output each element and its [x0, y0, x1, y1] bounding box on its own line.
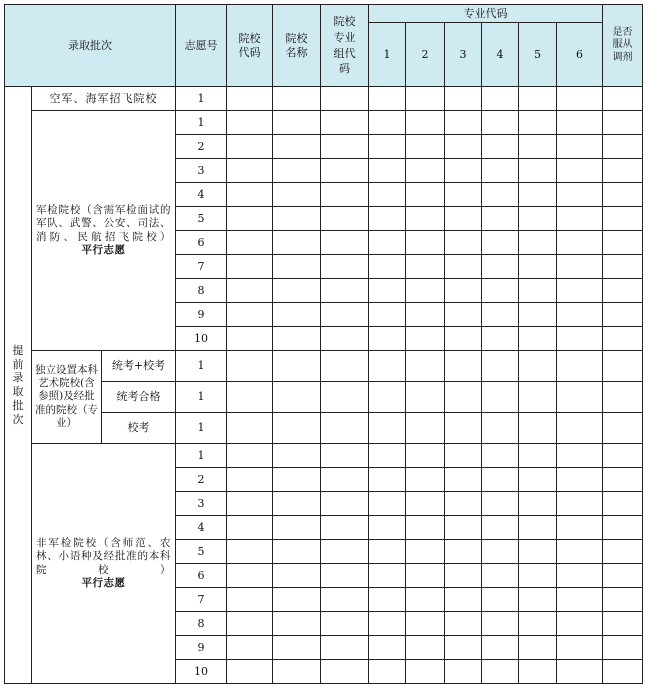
entry-cell[interactable] — [321, 303, 369, 327]
entry-cell[interactable] — [273, 540, 321, 564]
choice-number: 10 — [176, 327, 227, 351]
entry-cell[interactable] — [603, 183, 643, 207]
entry-cell[interactable] — [445, 207, 482, 231]
entry-cell[interactable] — [603, 255, 643, 279]
entry-cell[interactable] — [273, 183, 321, 207]
entry-cell[interactable] — [406, 159, 445, 183]
entry-cell[interactable] — [227, 468, 273, 492]
entry-cell[interactable] — [273, 351, 321, 382]
entry-cell[interactable] — [406, 351, 445, 382]
entry-cell[interactable] — [445, 382, 482, 413]
entry-cell[interactable] — [369, 382, 406, 413]
entry-cell[interactable] — [227, 564, 273, 588]
entry-cell[interactable] — [557, 660, 603, 684]
entry-cell[interactable] — [557, 351, 603, 382]
choice-number: 3 — [176, 159, 227, 183]
entry-cell[interactable] — [227, 111, 273, 135]
entry-cell[interactable] — [273, 255, 321, 279]
entry-cell[interactable] — [557, 468, 603, 492]
entry-cell[interactable] — [603, 279, 643, 303]
entry-cell[interactable] — [519, 111, 557, 135]
header-choice-no: 志愿号 — [176, 5, 227, 87]
entry-cell[interactable] — [519, 303, 557, 327]
entry-cell[interactable] — [557, 207, 603, 231]
entry-cell[interactable] — [557, 588, 603, 612]
entry-cell[interactable] — [482, 540, 519, 564]
entry-cell[interactable] — [227, 588, 273, 612]
entry-cell[interactable] — [406, 564, 445, 588]
entry-cell[interactable] — [321, 612, 369, 636]
entry-cell[interactable] — [519, 231, 557, 255]
entry-cell[interactable] — [273, 444, 321, 468]
batch-vertical-label: 提 前 录 取 批 次 — [5, 87, 32, 684]
entry-cell[interactable] — [519, 135, 557, 159]
entry-cell[interactable] — [369, 636, 406, 660]
entry-cell[interactable] — [519, 255, 557, 279]
entry-cell[interactable] — [273, 660, 321, 684]
entry-cell[interactable] — [227, 207, 273, 231]
choice-number: 5 — [176, 207, 227, 231]
entry-cell[interactable] — [557, 279, 603, 303]
entry-cell[interactable] — [227, 351, 273, 382]
entry-cell[interactable] — [482, 382, 519, 413]
entry-cell[interactable] — [445, 255, 482, 279]
entry-cell[interactable] — [445, 303, 482, 327]
entry-cell[interactable] — [519, 207, 557, 231]
entry-cell[interactable] — [273, 588, 321, 612]
entry-cell[interactable] — [321, 540, 369, 564]
entry-cell[interactable] — [369, 135, 406, 159]
entry-cell[interactable] — [519, 382, 557, 413]
entry-cell[interactable] — [482, 413, 519, 444]
entry-cell[interactable] — [519, 183, 557, 207]
entry-cell[interactable] — [406, 413, 445, 444]
entry-cell[interactable] — [519, 87, 557, 111]
entry-cell[interactable] — [227, 413, 273, 444]
entry-cell[interactable] — [321, 183, 369, 207]
art-subtype: 统考+校考 — [102, 351, 176, 382]
choice-number: 10 — [176, 660, 227, 684]
entry-cell[interactable] — [273, 279, 321, 303]
header-major-codes: 专业代码 — [369, 5, 603, 23]
entry-cell[interactable] — [321, 564, 369, 588]
entry-cell[interactable] — [603, 303, 643, 327]
nonmilitary-block-label — [32, 444, 176, 684]
entry-cell[interactable] — [227, 159, 273, 183]
entry-cell[interactable] — [321, 207, 369, 231]
entry-cell[interactable] — [369, 159, 406, 183]
entry-cell[interactable] — [406, 279, 445, 303]
entry-cell[interactable] — [227, 612, 273, 636]
entry-cell[interactable] — [406, 588, 445, 612]
entry-cell[interactable] — [603, 540, 643, 564]
entry-cell[interactable] — [369, 588, 406, 612]
entry-cell[interactable] — [369, 327, 406, 351]
choice-number: 1 — [176, 413, 227, 444]
entry-cell[interactable] — [227, 516, 273, 540]
entry-cell[interactable] — [482, 588, 519, 612]
military-label: 军检院校（含需军检面试的军队、武警、公安、司法、消防、民航招飞院校） — [36, 204, 171, 243]
entry-cell[interactable] — [603, 612, 643, 636]
choice-number: 8 — [176, 279, 227, 303]
choice-number: 1 — [176, 444, 227, 468]
entry-cell[interactable] — [482, 327, 519, 351]
header-major-col: 6 — [557, 23, 603, 87]
entry-cell[interactable] — [369, 87, 406, 111]
entry-cell[interactable] — [603, 492, 643, 516]
entry-cell[interactable] — [369, 279, 406, 303]
entry-cell[interactable] — [519, 588, 557, 612]
choice-number: 2 — [176, 135, 227, 159]
table-row — [5, 351, 643, 382]
table-row — [5, 111, 643, 135]
entry-cell[interactable] — [482, 516, 519, 540]
entry-cell[interactable] — [519, 468, 557, 492]
entry-cell[interactable] — [445, 516, 482, 540]
entry-cell[interactable] — [603, 636, 643, 660]
entry-cell[interactable] — [445, 351, 482, 382]
entry-cell[interactable] — [273, 303, 321, 327]
entry-cell[interactable] — [445, 231, 482, 255]
entry-cell[interactable] — [369, 516, 406, 540]
entry-cell[interactable] — [273, 492, 321, 516]
entry-cell[interactable] — [273, 413, 321, 444]
entry-cell[interactable] — [519, 636, 557, 660]
entry-cell[interactable] — [603, 111, 643, 135]
entry-cell[interactable] — [369, 207, 406, 231]
entry-cell[interactable] — [482, 303, 519, 327]
entry-cell[interactable] — [482, 279, 519, 303]
header-school-code: 院校 代码 — [227, 5, 273, 87]
entry-cell[interactable] — [603, 231, 643, 255]
entry-cell[interactable] — [321, 255, 369, 279]
entry-cell[interactable] — [406, 87, 445, 111]
entry-cell[interactable] — [519, 413, 557, 444]
entry-cell[interactable] — [369, 255, 406, 279]
entry-cell[interactable] — [445, 612, 482, 636]
entry-cell[interactable] — [603, 588, 643, 612]
table-row — [5, 444, 643, 468]
entry-cell[interactable] — [519, 612, 557, 636]
entry-cell[interactable] — [227, 303, 273, 327]
entry-cell[interactable] — [227, 87, 273, 111]
entry-cell[interactable] — [482, 255, 519, 279]
entry-cell[interactable] — [321, 231, 369, 255]
entry-cell[interactable] — [406, 636, 445, 660]
entry-cell[interactable] — [603, 87, 643, 111]
choice-number: 2 — [176, 468, 227, 492]
entry-cell[interactable] — [406, 255, 445, 279]
art-subtype: 统考合格 — [102, 382, 176, 413]
entry-cell[interactable] — [603, 516, 643, 540]
entry-cell[interactable] — [557, 303, 603, 327]
entry-cell[interactable] — [482, 111, 519, 135]
entry-cell[interactable] — [557, 516, 603, 540]
entry-cell[interactable] — [273, 135, 321, 159]
entry-cell[interactable] — [227, 636, 273, 660]
entry-cell[interactable] — [227, 540, 273, 564]
entry-cell[interactable] — [227, 279, 273, 303]
choice-number: 1 — [176, 351, 227, 382]
entry-cell[interactable] — [227, 492, 273, 516]
entry-cell[interactable] — [445, 492, 482, 516]
choice-number: 1 — [176, 111, 227, 135]
entry-cell[interactable] — [603, 327, 643, 351]
entry-cell[interactable] — [519, 351, 557, 382]
entry-cell[interactable] — [273, 327, 321, 351]
entry-cell[interactable] — [369, 231, 406, 255]
entry-cell[interactable] — [519, 492, 557, 516]
entry-cell[interactable] — [482, 636, 519, 660]
entry-cell[interactable] — [482, 564, 519, 588]
entry-cell[interactable] — [273, 159, 321, 183]
choice-number: 6 — [176, 564, 227, 588]
choice-number: 7 — [176, 255, 227, 279]
entry-cell[interactable] — [321, 382, 369, 413]
entry-cell[interactable] — [445, 564, 482, 588]
entry-cell[interactable] — [557, 159, 603, 183]
entry-cell[interactable] — [603, 351, 643, 382]
nonmilitary-label: 非军检院校（含师范、农林、小语种及经批准的本科院校） — [36, 537, 171, 576]
entry-cell[interactable] — [369, 111, 406, 135]
entry-cell[interactable] — [406, 135, 445, 159]
entry-cell[interactable] — [482, 183, 519, 207]
entry-cell[interactable] — [445, 660, 482, 684]
entry-cell[interactable] — [369, 492, 406, 516]
entry-cell[interactable] — [445, 111, 482, 135]
entry-cell[interactable] — [273, 612, 321, 636]
entry-cell[interactable] — [321, 327, 369, 351]
entry-cell[interactable] — [482, 660, 519, 684]
entry-cell[interactable] — [557, 87, 603, 111]
entry-cell[interactable] — [519, 540, 557, 564]
entry-cell[interactable] — [321, 351, 369, 382]
entry-cell[interactable] — [227, 660, 273, 684]
entry-cell[interactable] — [369, 540, 406, 564]
entry-cell[interactable] — [519, 279, 557, 303]
entry-cell[interactable] — [603, 444, 643, 468]
military-block-label — [32, 111, 176, 351]
entry-cell[interactable] — [227, 231, 273, 255]
art-label: 独立设置本科艺术院校(含参照)及经批准的院校（专业） — [32, 351, 102, 444]
entry-cell[interactable] — [557, 327, 603, 351]
entry-cell[interactable] — [557, 612, 603, 636]
entry-cell[interactable] — [321, 159, 369, 183]
entry-cell[interactable] — [321, 135, 369, 159]
entry-cell[interactable] — [557, 183, 603, 207]
airforce-label: 空军、海军招飞院校 — [32, 87, 176, 111]
entry-cell[interactable] — [406, 540, 445, 564]
entry-cell[interactable] — [273, 636, 321, 660]
entry-cell[interactable] — [406, 516, 445, 540]
entry-cell[interactable] — [321, 444, 369, 468]
entry-cell[interactable] — [519, 327, 557, 351]
entry-cell[interactable] — [369, 612, 406, 636]
choice-number: 4 — [176, 183, 227, 207]
entry-cell[interactable] — [321, 636, 369, 660]
entry-cell[interactable] — [321, 492, 369, 516]
entry-cell[interactable] — [445, 588, 482, 612]
entry-cell[interactable] — [445, 468, 482, 492]
header-major-col: 2 — [406, 23, 445, 87]
entry-cell[interactable] — [445, 159, 482, 183]
entry-cell[interactable] — [406, 111, 445, 135]
entry-cell[interactable] — [445, 279, 482, 303]
entry-cell[interactable] — [273, 207, 321, 231]
entry-cell[interactable] — [603, 135, 643, 159]
choice-number: 6 — [176, 231, 227, 255]
entry-cell[interactable] — [321, 516, 369, 540]
entry-cell[interactable] — [273, 382, 321, 413]
choice-number: 5 — [176, 540, 227, 564]
header-group-code: 院校 专业 组代 码 — [321, 5, 369, 87]
entry-cell[interactable] — [227, 327, 273, 351]
entry-cell[interactable] — [321, 468, 369, 492]
choice-number: 9 — [176, 636, 227, 660]
choice-number: 4 — [176, 516, 227, 540]
entry-cell[interactable] — [519, 516, 557, 540]
entry-cell[interactable] — [557, 413, 603, 444]
entry-cell[interactable] — [603, 660, 643, 684]
choice-number: 1 — [176, 382, 227, 413]
military-mode: 平行志愿 — [81, 243, 126, 256]
header-major-col: 4 — [482, 23, 519, 87]
entry-cell[interactable] — [445, 636, 482, 660]
entry-cell[interactable] — [321, 111, 369, 135]
entry-cell[interactable] — [273, 111, 321, 135]
entry-cell[interactable] — [557, 382, 603, 413]
entry-cell[interactable] — [557, 444, 603, 468]
choice-number: 1 — [176, 87, 227, 111]
entry-cell[interactable] — [482, 87, 519, 111]
entry-cell[interactable] — [482, 492, 519, 516]
entry-cell[interactable] — [321, 87, 369, 111]
entry-cell[interactable] — [273, 231, 321, 255]
entry-cell[interactable] — [519, 444, 557, 468]
entry-cell[interactable] — [445, 135, 482, 159]
entry-cell[interactable] — [406, 444, 445, 468]
entry-cell[interactable] — [482, 159, 519, 183]
entry-cell[interactable] — [603, 159, 643, 183]
nonmilitary-mode: 平行志愿 — [81, 576, 126, 589]
header-batch: 录取批次 — [5, 5, 176, 87]
entry-cell[interactable] — [445, 413, 482, 444]
entry-cell[interactable] — [369, 564, 406, 588]
entry-cell[interactable] — [603, 413, 643, 444]
entry-cell[interactable] — [321, 660, 369, 684]
entry-cell[interactable] — [369, 303, 406, 327]
entry-cell[interactable] — [445, 540, 482, 564]
entry-cell[interactable] — [557, 255, 603, 279]
entry-cell[interactable] — [482, 612, 519, 636]
entry-cell[interactable] — [482, 351, 519, 382]
art-subtype: 校考 — [102, 413, 176, 444]
table-row — [5, 87, 643, 111]
header-major-col: 3 — [445, 23, 482, 87]
entry-cell[interactable] — [369, 183, 406, 207]
entry-cell[interactable] — [406, 660, 445, 684]
entry-cell[interactable] — [406, 612, 445, 636]
entry-cell[interactable] — [369, 660, 406, 684]
entry-cell[interactable] — [406, 303, 445, 327]
entry-cell[interactable] — [369, 444, 406, 468]
entry-cell[interactable] — [227, 183, 273, 207]
entry-cell[interactable] — [557, 540, 603, 564]
header-major-col: 1 — [369, 23, 406, 87]
entry-cell[interactable] — [406, 207, 445, 231]
entry-cell[interactable] — [557, 111, 603, 135]
entry-cell[interactable] — [227, 382, 273, 413]
entry-cell[interactable] — [557, 231, 603, 255]
entry-cell[interactable] — [406, 231, 445, 255]
entry-cell[interactable] — [406, 183, 445, 207]
entry-cell[interactable] — [406, 327, 445, 351]
entry-cell[interactable] — [273, 516, 321, 540]
entry-cell[interactable] — [482, 135, 519, 159]
entry-cell[interactable] — [273, 468, 321, 492]
entry-cell[interactable] — [482, 231, 519, 255]
entry-cell[interactable] — [557, 636, 603, 660]
entry-cell[interactable] — [519, 660, 557, 684]
entry-cell[interactable] — [227, 255, 273, 279]
application-form-table — [4, 4, 643, 684]
entry-cell[interactable] — [369, 413, 406, 444]
choice-number: 9 — [176, 303, 227, 327]
entry-cell[interactable] — [482, 468, 519, 492]
entry-cell[interactable] — [445, 327, 482, 351]
entry-cell[interactable] — [227, 135, 273, 159]
entry-cell[interactable] — [445, 444, 482, 468]
entry-cell[interactable] — [557, 492, 603, 516]
entry-cell[interactable] — [321, 413, 369, 444]
entry-cell[interactable] — [273, 87, 321, 111]
entry-cell[interactable] — [406, 468, 445, 492]
entry-cell[interactable] — [369, 351, 406, 382]
entry-cell[interactable] — [557, 135, 603, 159]
entry-cell[interactable] — [369, 468, 406, 492]
entry-cell[interactable] — [603, 207, 643, 231]
choice-number: 7 — [176, 588, 227, 612]
entry-cell[interactable] — [519, 159, 557, 183]
entry-cell[interactable] — [482, 444, 519, 468]
entry-cell[interactable] — [482, 207, 519, 231]
entry-cell[interactable] — [406, 492, 445, 516]
entry-cell[interactable] — [406, 382, 445, 413]
entry-cell[interactable] — [321, 588, 369, 612]
header-adjust: 是否 服从 调剂 — [603, 5, 643, 87]
entry-cell[interactable] — [445, 183, 482, 207]
entry-cell[interactable] — [321, 279, 369, 303]
entry-cell[interactable] — [445, 87, 482, 111]
entry-cell[interactable] — [227, 444, 273, 468]
entry-cell[interactable] — [273, 564, 321, 588]
header-major-col: 5 — [519, 23, 557, 87]
entry-cell[interactable] — [557, 564, 603, 588]
choice-number: 8 — [176, 612, 227, 636]
entry-cell[interactable] — [603, 564, 643, 588]
entry-cell[interactable] — [603, 468, 643, 492]
choice-number: 3 — [176, 492, 227, 516]
entry-cell[interactable] — [603, 382, 643, 413]
entry-cell[interactable] — [519, 564, 557, 588]
header-school-name: 院校 名称 — [273, 5, 321, 87]
